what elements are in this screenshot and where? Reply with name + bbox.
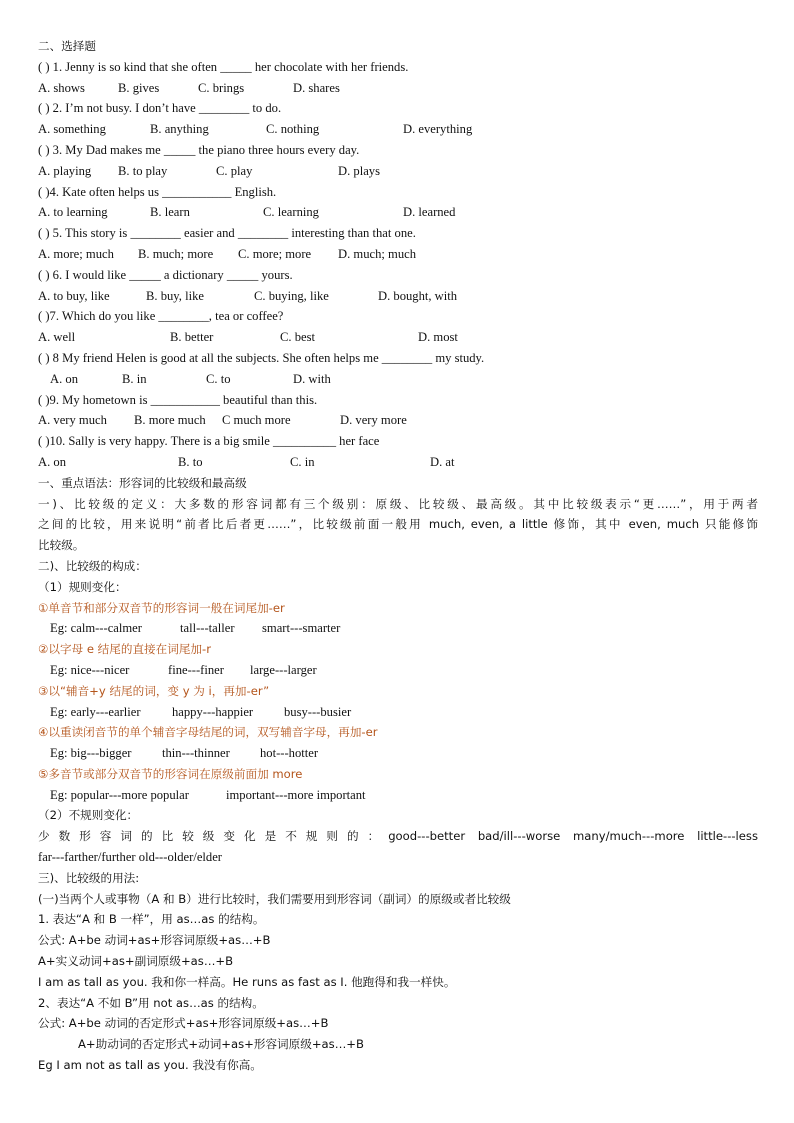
- answer-option[interactable]: D. very more: [340, 413, 407, 428]
- section-heading-choice: 二、选择题: [38, 39, 96, 53]
- usage-intro: (一)当两个人或事物（A 和 B）进行比较时，我们需要用到形容词（副词）的原级或者比较级: [38, 891, 511, 906]
- answer-option[interactable]: B. better: [170, 330, 214, 345]
- answer-option[interactable]: D. everything: [403, 122, 473, 137]
- answer-option[interactable]: A. very much: [38, 413, 107, 428]
- example-word: important---more important: [226, 787, 366, 802]
- example-word: busy---busier: [284, 704, 352, 719]
- answer-option[interactable]: A. more; much: [38, 246, 114, 261]
- example-word: Eg: calm---calmer: [50, 621, 142, 636]
- answer-option[interactable]: C. brings: [198, 80, 245, 95]
- rule-example: [38, 785, 758, 806]
- question-options: [38, 119, 758, 140]
- definition-line-2: 之间的比较，用来说明“前者比后者更……”，比较级前面一般用 much, even, a little 修饰，其中 even, much 只能修饰: [38, 517, 758, 532]
- answer-option[interactable]: D. with: [293, 371, 331, 386]
- answer-option[interactable]: D. learned: [403, 205, 456, 220]
- example-word: smart---smarter: [262, 621, 341, 636]
- answer-option[interactable]: A. on: [38, 454, 66, 469]
- formation-heading: 二)、比较级的构成：: [38, 558, 147, 573]
- rule-text: ②以字母 e 结尾的直接在词尾加-r: [38, 642, 211, 657]
- example-word: fine---finer: [168, 662, 224, 677]
- answer-option[interactable]: D. bought, with: [378, 288, 458, 303]
- question-stem: ( ) 2. I’m not busy. I don’t have ________ to do.: [38, 101, 282, 116]
- answer-option[interactable]: C. learning: [263, 205, 319, 220]
- example-word: happy---happier: [172, 704, 254, 719]
- question-options: [38, 369, 758, 390]
- question-stem: ( )9. My hometown is ___________ beautiful than this.: [38, 392, 318, 407]
- question-stem: ( ) 6. I would like _____ a dictionary _____ yours.: [38, 267, 293, 282]
- regular-heading: （1）规则变化：: [38, 579, 127, 594]
- irregular-line-1: 少数形容词的比较级变化是不规则的：good---better bad/ill---worse many/much---more little---less: [38, 829, 758, 844]
- rule-example: [38, 702, 758, 723]
- rule-example: [38, 618, 758, 639]
- answer-option[interactable]: D. plays: [338, 163, 380, 178]
- answer-option[interactable]: B. in: [122, 371, 147, 386]
- answer-option[interactable]: C. more; more: [238, 246, 312, 261]
- answer-option[interactable]: A. on: [50, 371, 78, 386]
- answer-option[interactable]: D. much; much: [338, 246, 416, 261]
- question-options: [38, 244, 758, 265]
- example-word: large---larger: [250, 662, 317, 677]
- question-options: [38, 161, 758, 182]
- example-word: Eg: big---bigger: [50, 746, 132, 761]
- question-stem: ( )10. Sally is very happy. There is a big smile __________ her face: [38, 434, 380, 449]
- answer-option[interactable]: A. shows: [38, 80, 85, 95]
- answer-option[interactable]: A. well: [38, 330, 76, 345]
- answer-option[interactable]: B. to: [178, 454, 203, 469]
- question-list: [38, 57, 758, 473]
- answer-option[interactable]: B. to play: [118, 163, 168, 178]
- question-options: [38, 452, 758, 473]
- formula-2a: 公式: A+be 动词的否定形式+as+形容词原级+as…+B: [38, 1016, 329, 1031]
- usage-point-1: 1. 表达“A 和 B 一样”，用 as…as 的结构。: [38, 912, 265, 927]
- answer-option[interactable]: B. learn: [150, 205, 190, 220]
- answer-option[interactable]: A. something: [38, 122, 106, 137]
- answer-option[interactable]: C. nothing: [266, 122, 320, 137]
- grammar-heading: 一、重点语法：形容词的比较级和最高级: [38, 475, 247, 490]
- question-stem: ( ) 8 My friend Helen is good at all the subjects. She often helps me ________ my study.: [38, 350, 485, 365]
- irregular-heading: （2）不规则变化：: [38, 808, 139, 823]
- definition-line-1: 一)、比较级的定义：大多数的形容词都有三个级别：原级、比较级、最高级。其中比较级表示“更……”，用于两者: [38, 496, 758, 511]
- rule-example: [38, 743, 758, 764]
- question-options: [38, 286, 758, 307]
- rule-text: ①单音节和部分双音节的形容词一般在词尾加-er: [38, 600, 285, 615]
- question-options: [38, 78, 758, 99]
- answer-option[interactable]: B. much; more: [138, 246, 214, 261]
- example-1: I am as tall as you. 我和你一样高。He runs as fast as I. 他跑得和我一样快。: [38, 974, 456, 989]
- answer-option[interactable]: A. to learning: [38, 205, 108, 220]
- question-stem: ( )4. Kate often helps us ___________ English.: [38, 184, 277, 199]
- formula-2b: A+助动词的否定形式+动词+as+形容词原级+as…+B: [78, 1037, 364, 1052]
- question-options: [38, 410, 758, 431]
- answer-option[interactable]: A. to buy, like: [38, 288, 110, 303]
- rule-text: ⑤多音节或部分双音节的形容词在原级前面加 more: [38, 766, 303, 781]
- example-word: thin---thinner: [162, 746, 230, 761]
- usage-heading: 三)、比较级的用法:: [38, 870, 140, 885]
- example-word: tall---taller: [180, 621, 235, 636]
- document-page: [38, 36, 758, 1076]
- rule-text: ③以“辅音+y 结尾的词，变 y 为 i，再加-er”: [38, 683, 270, 698]
- answer-option[interactable]: C. in: [290, 454, 315, 469]
- rule-text: ④以重读闭音节的单个辅音字母结尾的词，双写辅音字母，再加-er: [38, 725, 378, 740]
- answer-option[interactable]: D. shares: [293, 80, 340, 95]
- question-options: [38, 202, 758, 223]
- question-stem: ( )7. Which do you like ________, tea or coffee?: [38, 309, 284, 324]
- rule-example: [38, 660, 758, 681]
- usage-point-2: 2、表达“A 不如 B”用 not as…as 的结构。: [38, 995, 264, 1010]
- example-word: Eg: nice---nicer: [50, 662, 130, 677]
- answer-option[interactable]: B. buy, like: [146, 288, 204, 303]
- answer-option[interactable]: C. play: [216, 163, 253, 178]
- answer-option[interactable]: C. best: [280, 330, 315, 345]
- answer-option[interactable]: B. more much: [134, 413, 206, 428]
- answer-option[interactable]: D. most: [418, 330, 458, 345]
- question-stem: ( ) 3. My Dad makes me _____ the piano three hours every day.: [38, 142, 360, 157]
- formula-1a: 公式: A+be 动词+as+形容词原级+as…+B: [38, 933, 271, 948]
- question-stem: ( ) 1. Jenny is so kind that she often _____ her chocolate with her friends.: [38, 59, 409, 74]
- example-word: Eg: popular---more popular: [50, 787, 189, 802]
- answer-option[interactable]: C much more: [222, 413, 291, 428]
- answer-option[interactable]: C. to: [206, 371, 231, 386]
- example-word: hot---hotter: [260, 746, 319, 761]
- rule-list: [38, 598, 758, 806]
- answer-option[interactable]: D. at: [430, 454, 455, 469]
- answer-option[interactable]: B. gives: [118, 80, 160, 95]
- question-stem: ( ) 5. This story is ________ easier and ________ interesting than that one.: [38, 226, 416, 241]
- answer-option[interactable]: A. playing: [38, 163, 92, 178]
- answer-option[interactable]: B. anything: [150, 122, 209, 137]
- question-options: [38, 327, 758, 348]
- irregular-line-2: far---farther/further old---older/elder: [38, 850, 222, 865]
- example-word: Eg: early---earlier: [50, 704, 141, 719]
- example-2: Eg I am not as tall as you. 我没有你高。: [38, 1058, 262, 1073]
- answer-option[interactable]: C. buying, like: [254, 288, 329, 303]
- formula-1b: A+实义动词+as+副词原级+as…+B: [38, 954, 234, 969]
- definition-line-3: 比较级。: [38, 538, 85, 553]
